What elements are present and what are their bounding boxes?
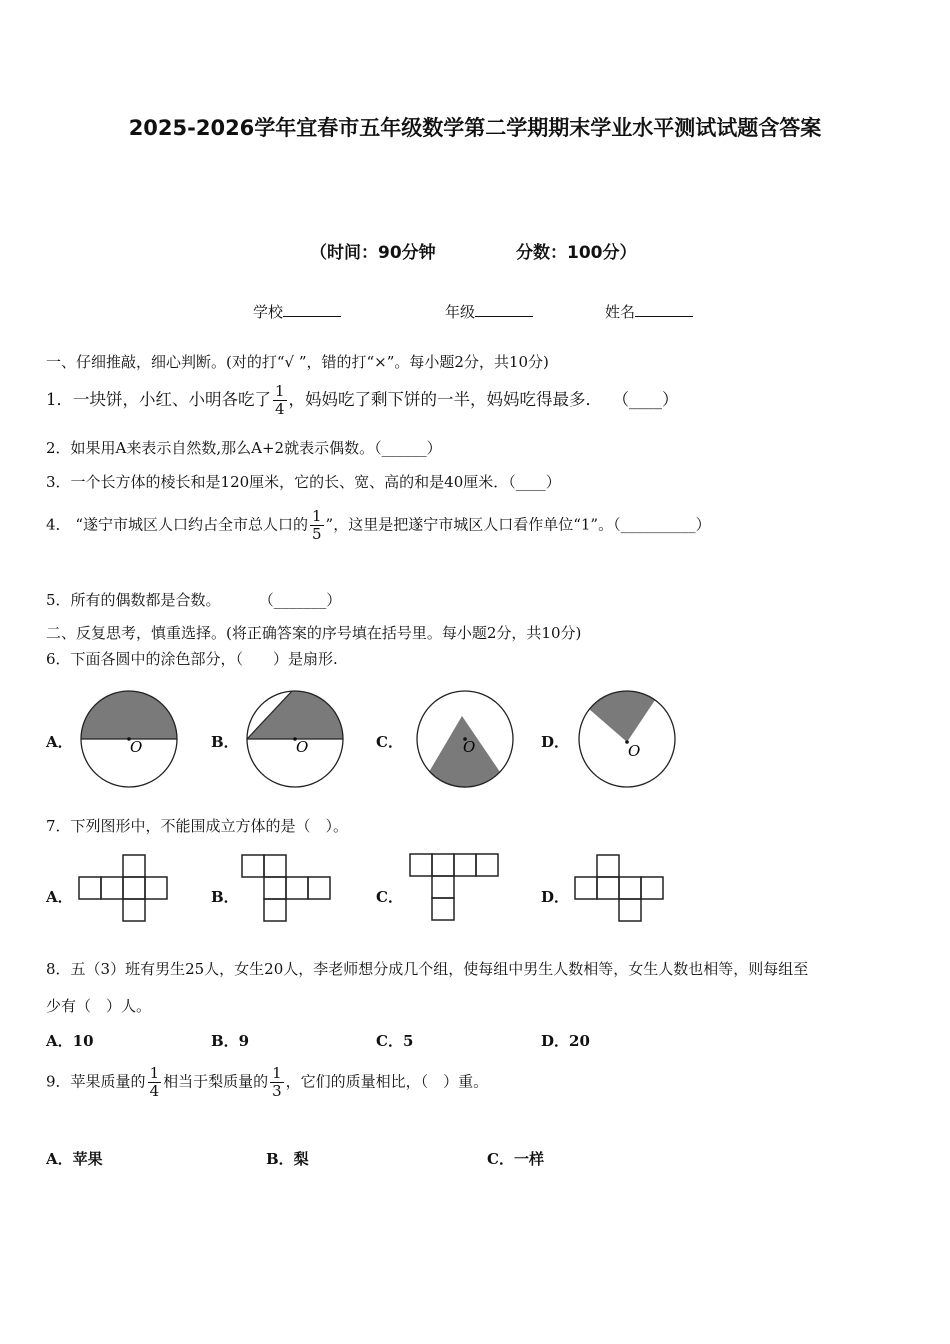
q5-number: 5． <box>46 591 71 609</box>
q6-b-shaded-region <box>247 691 343 739</box>
school-blank[interactable] <box>283 302 341 317</box>
q7-option-c[interactable]: C． <box>376 888 403 906</box>
name-field <box>605 301 693 322</box>
q1-frac-denominator: 4 <box>275 400 285 418</box>
q7-net-b <box>242 854 332 922</box>
q9-fraction-1 <box>148 1065 162 1100</box>
q6-a-center-label: O <box>130 738 143 756</box>
q1-answer-blank[interactable]: （____） <box>612 390 679 409</box>
q7-option-a[interactable]: A． <box>46 888 73 906</box>
q6-figure-d <box>578 690 676 788</box>
q9-frac1-numerator: 1 <box>149 1064 160 1082</box>
q6-figure-b <box>246 690 344 788</box>
q7-net-d <box>575 854 665 922</box>
question-8-line2: 少有（ ）人。 <box>46 997 152 1015</box>
q4-frac-denominator: 5 <box>312 525 322 543</box>
school-field <box>253 301 341 322</box>
question-8-line1 <box>46 958 808 979</box>
question-9 <box>46 1065 488 1100</box>
q9-frac2-denominator: 3 <box>272 1082 282 1100</box>
q2-text: 如果用A来表示自然数,那么A+2就表示偶数。（______） <box>70 439 442 457</box>
q8-option-d[interactable]: D．20 <box>541 1032 590 1050</box>
q6-option-b[interactable]: B． <box>211 733 239 751</box>
q7-option-b[interactable]: B． <box>211 888 239 906</box>
q4-fraction <box>310 508 324 543</box>
q9-number: 9． <box>46 1072 71 1091</box>
q6-d-center-label: O <box>628 742 641 760</box>
q6-d-shaded-region <box>589 691 655 742</box>
q1-text-before: 一块饼，小红、小明各吃了 <box>73 390 271 409</box>
q7-option-d[interactable]: D． <box>541 888 570 906</box>
q7-net-a <box>79 854 169 922</box>
q4-text-after: ”，这里是把遂宁市城区人口看作单位“1”。（__________） <box>325 515 711 534</box>
q3-number: 3． <box>46 473 71 491</box>
q9-text-part1: 苹果质量的 <box>70 1072 146 1091</box>
q9-option-a[interactable]: A．苹果 <box>46 1150 103 1168</box>
question-5 <box>46 589 341 610</box>
question-2 <box>46 437 442 458</box>
grade-label: 年级 <box>445 303 476 321</box>
name-blank[interactable] <box>635 302 693 317</box>
section2-heading: 二、反复思考，慎重选择。(将正确答案的序号填在括号里。每小题2分，共10分) <box>46 624 582 642</box>
q8-text-line1: 五（3）班有男生25人，女生20人，李老师想分成几个组，使每组中男生人数相等，女生人数也相等，则每组至 <box>70 960 809 978</box>
q7-net-c <box>410 853 500 923</box>
q6-option-d[interactable]: D． <box>541 733 570 751</box>
q1-frac-numerator: 1 <box>275 382 285 400</box>
q6-option-a[interactable]: A． <box>46 733 73 751</box>
school-label: 学校 <box>253 303 284 321</box>
question-6 <box>46 648 338 669</box>
q7-number: 7． <box>46 817 71 835</box>
q1-fraction <box>273 383 287 418</box>
q6-b-center-label: O <box>296 738 309 756</box>
q9-frac1-denominator: 4 <box>149 1082 160 1100</box>
q9-option-c[interactable]: C．一样 <box>487 1150 544 1168</box>
q8-number: 8． <box>46 960 71 978</box>
exam-score: 分数：100分） <box>516 243 637 263</box>
q6-figure-c <box>416 690 514 788</box>
q9-text-part3: ，它们的质量相比，（ ）重。 <box>285 1072 489 1091</box>
q6-number: 6． <box>46 650 71 668</box>
q4-frac-numerator: 1 <box>312 507 322 525</box>
q4-text-before: “遂宁市城区人口约占全市总人口的 <box>75 515 308 534</box>
section1-heading: 一、仔细推敲，细心判断。(对的打“√ ”，错的打“×”。每小题2分，共10分) <box>46 353 549 371</box>
q2-number: 2． <box>46 439 71 457</box>
q9-option-b[interactable]: B．梨 <box>266 1150 309 1168</box>
q9-text-part2: 相当于梨质量的 <box>163 1072 269 1091</box>
q8-option-a[interactable]: A．10 <box>46 1032 94 1050</box>
q6-text: 下面各圆中的涂色部分，（ ）是扇形. <box>70 650 338 668</box>
exam-time: （时间：90分钟 <box>310 243 436 263</box>
q3-text: 一个长方体的棱长和是120厘米，它的长、宽、高的和是40厘米．（____） <box>70 473 561 491</box>
question-4 <box>46 508 711 543</box>
q6-figure-a <box>80 690 178 788</box>
q6-option-c[interactable]: C． <box>376 733 403 751</box>
question-3 <box>46 471 561 492</box>
q1-number: 1． <box>46 390 73 409</box>
q9-frac2-numerator: 1 <box>272 1064 282 1082</box>
question-1 <box>46 383 679 418</box>
q5-answer-blank[interactable]: （_______） <box>258 591 342 609</box>
q6-c-center-label: O <box>463 738 476 756</box>
question-7 <box>46 815 348 836</box>
q9-fraction-2 <box>270 1065 284 1100</box>
q5-text: 所有的偶数都是合数。 <box>70 591 221 609</box>
q6-a-shaded-region <box>81 691 177 739</box>
q1-text-after: ，妈妈吃了剩下饼的一半，妈妈吃得最多． <box>288 390 603 409</box>
q7-text: 下列图形中，不能围成立方体的是（ ）。 <box>70 817 349 835</box>
page-title: 2025-2026学年宜春市五年级数学第二学期期末学业水平测试试题含答案 <box>128 116 822 140</box>
grade-field <box>445 301 533 322</box>
grade-blank[interactable] <box>475 302 533 317</box>
q8-option-c[interactable]: C．5 <box>376 1032 414 1050</box>
q4-number: 4． <box>46 515 71 534</box>
q8-option-b[interactable]: B．9 <box>211 1032 250 1050</box>
name-label: 姓名 <box>605 303 636 321</box>
